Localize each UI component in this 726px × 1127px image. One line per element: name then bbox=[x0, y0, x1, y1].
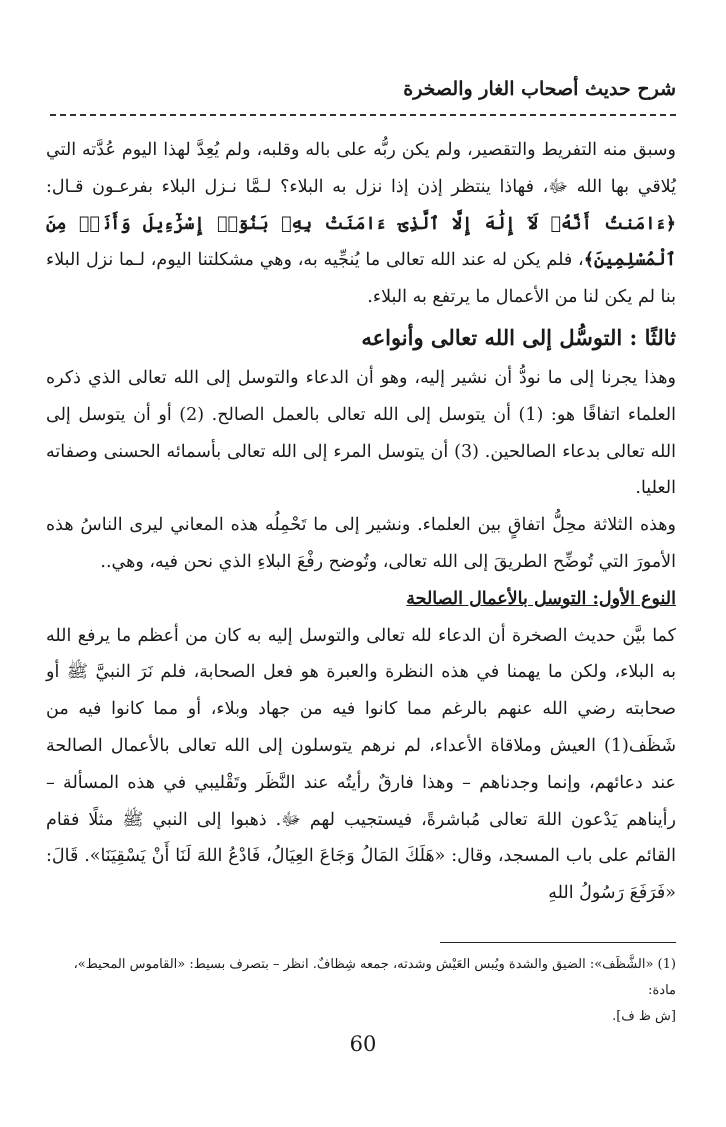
paragraph-3: وهذه الثلاثة محِلُّ اتفاقٍ بين العلماء. ونشير إلى ما تَحْمِلُه هذه المعاني ليرى الناسُ هذه الأمورَ التي تُوضِّح الطريقَ إلى الله تعالى، وتُوضح رفْعَ البلاءِ الذي نحن فيه، وهي.. bbox=[46, 515, 676, 572]
section-heading: ثالثًا : التوسُّل إلى الله تعالى وأنواعه bbox=[361, 324, 676, 350]
paragraph-2: وهذا يجرنا إلى ما نودُّ أن نشير إليه، وهو أن الدعاء والتوسل إلى الله تعالى الذي ذكره العلماء اتفاقًا هو: (1) أن يتوسل إلى الله تعالى بالعمل الصالح. (2) أو أن يتوسل إلى الله تعالى بدعاء الصالحين. (3) أن يتوسل المرء إلى الله تعالى بأسمائه الحسنى وصفاته العليا. bbox=[46, 367, 676, 499]
paragraph-1 bbox=[46, 132, 676, 316]
page-number: 60 bbox=[349, 1032, 377, 1056]
paragraph-1-end: ، فلم يكن له عند الله تعالى ما يُنجِّيه به، وهي مشكلتنا اليوم، لـما نزل البلاء بنا لم يكن لنا من الأعمال ما يرتفع به البلاء. bbox=[46, 250, 676, 308]
footnote-1: (1) «الشَّظَف»: الضيق والشدة ويُبس العَيْش وشدته، جمعه شِظافٌ. انظر – بتصرف بسيط: «القاموس المحيط»، مادة: bbox=[73, 957, 676, 998]
paragraph-1-text: وسبق منه التفريط والتقصير، ولم يكن ربُّه على باله وقلبه، ولم يُعِدَّ لهذا اليوم عُدَّته التي يُلاقي بها الله ﷻ، فهاذا ينتظر إذن إذا نزل به البلاء؟ لـمَّا نـزل البلاء بفرعـون قـال: bbox=[46, 140, 676, 197]
quran-verse: ﴿ءَامَنتُ أَنَّهُۥ لَآ إِلَٰهَ إِلَّا ٱلَّذِىٓ ءَامَنَتْ بِهِۦ بَنُوٓا۟ إِسْرَٰٓءِيلَ وَأَنَا۠ مِنَ ٱلْمُسْلِمِينَ﴾ bbox=[46, 213, 676, 271]
footnotes bbox=[50, 952, 676, 1030]
running-header: شرح حديث أصحاب الغار والصخرة bbox=[403, 78, 676, 100]
sub-heading bbox=[46, 581, 676, 618]
sub-heading-text: النوع الأول: التوسل بالأعمال الصالحة bbox=[406, 588, 676, 609]
footnote-divider bbox=[440, 942, 676, 943]
footnote-1-cont: [ش ظ ف]. bbox=[612, 1009, 676, 1024]
body-text bbox=[46, 132, 676, 912]
paragraph-4: كما بيَّن حديث الصخرة أن الدعاء لله تعالى والتوسل إليه به كان من أعظم ما يرفع الله به البلاء، ولكن ما يهمنا في هذه النظرة والعبرة هو فعل الصحابة، فلم نَرَ النبيَّ ﷺ أو صحابته رضي الله عنهم بالرغم مما كانوا فيه من جهاد وبلاء، أو مما كانوا فيه من شَظَف(1) العيش وملاقاة الأعداء، لم نرهم يتوسلون إلى الله تعالى بالأعمال الصالحة عند دعائهم، وإنما وجدناهم – وهذا فارقٌ رأيتُه عند النَّظَر وتَقْليبي في هذه المسألة – رأيناهم يَدْعون اللهَ تعالى مُباشرةً، فيستجيب لهم ﷻ. ذهبوا إلى النبي ﷺ مثلًا فقام القائم على باب المسجد، وقال: «هَلَكَ المَالُ وَجَاعَ العِيَالُ، فَادْعُ اللهَ لَنَا أَنْ يَسْقِيَنَا». قَالَ: «فَرَفَعَ رَسُولُ اللهِ bbox=[46, 625, 676, 904]
header-divider bbox=[50, 114, 676, 116]
